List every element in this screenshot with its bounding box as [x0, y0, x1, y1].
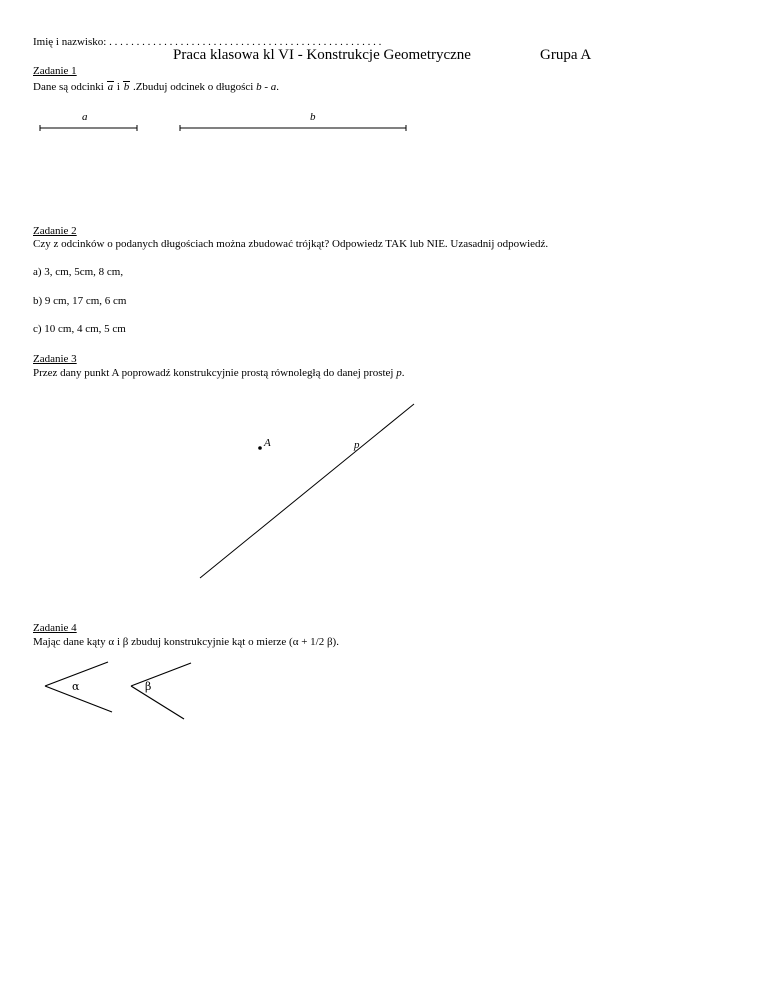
task3-text-end: . — [401, 367, 405, 379]
task2-item-a: a) 3, cm, 5cm, 8 cm, — [33, 266, 124, 278]
task3-text — [33, 367, 404, 379]
group-label: Grupa A — [540, 47, 592, 63]
name-dots: . . . . . . . . . . . . . . . . . . . . . . . . . . . . . . . . . . . . . . . . . . . . . . . . . . — [109, 36, 382, 48]
segment-b-label: b — [310, 111, 316, 123]
point-a-label: A — [264, 437, 271, 449]
task4-heading: Zadanie 4 — [33, 622, 77, 634]
segment-b-symbol: b — [123, 81, 130, 93]
point-a — [258, 446, 262, 450]
task3-heading: Zadanie 3 — [33, 353, 77, 365]
task2-item-b: b) 9 cm, 17 cm, 6 cm — [33, 295, 127, 307]
task1-text-after: .Zbuduj odcinek o długości — [130, 81, 257, 93]
segment-a-label: a — [82, 111, 88, 123]
task1-expression: b - a — [256, 81, 277, 93]
angle-beta — [131, 663, 191, 719]
task1-text-end: . — [276, 81, 279, 93]
segment-b — [180, 125, 406, 131]
segment-a — [40, 125, 137, 131]
task2-item-c: c) 10 cm, 4 cm, 5 cm — [33, 323, 126, 335]
task1-heading: Zadanie 1 — [33, 65, 77, 77]
line-p — [200, 404, 414, 578]
task2-question: Czy z odcinków o podanych długościach można zbudować trójkąt? Odpowiedz TAK lub NIE. Uzasadnij odpowiedź. — [33, 238, 549, 250]
line-p-label: p — [354, 439, 360, 451]
name-label: Imię i nazwisko: — [33, 36, 107, 48]
task1-text-before: Dane są odcinki — [33, 81, 107, 93]
task4-text: Mając dane kąty α i β zbuduj konstrukcyjnie kąt o mierze (α + 1/2 β). — [33, 636, 339, 648]
task1-text-mid: i — [114, 81, 123, 93]
task3-line-name: p — [396, 367, 402, 379]
task2-heading: Zadanie 2 — [33, 225, 77, 237]
segment-a-symbol: a — [107, 81, 114, 93]
task3-text-main: Przez dany punkt A poprowadź konstrukcyjnie prostą równoległą do danej prostej — [33, 367, 397, 379]
page-title: Praca klasowa kl VI - Konstrukcje Geometryczne — [173, 47, 471, 63]
alpha-label: α — [72, 680, 80, 693]
beta-label: β — [145, 680, 152, 693]
